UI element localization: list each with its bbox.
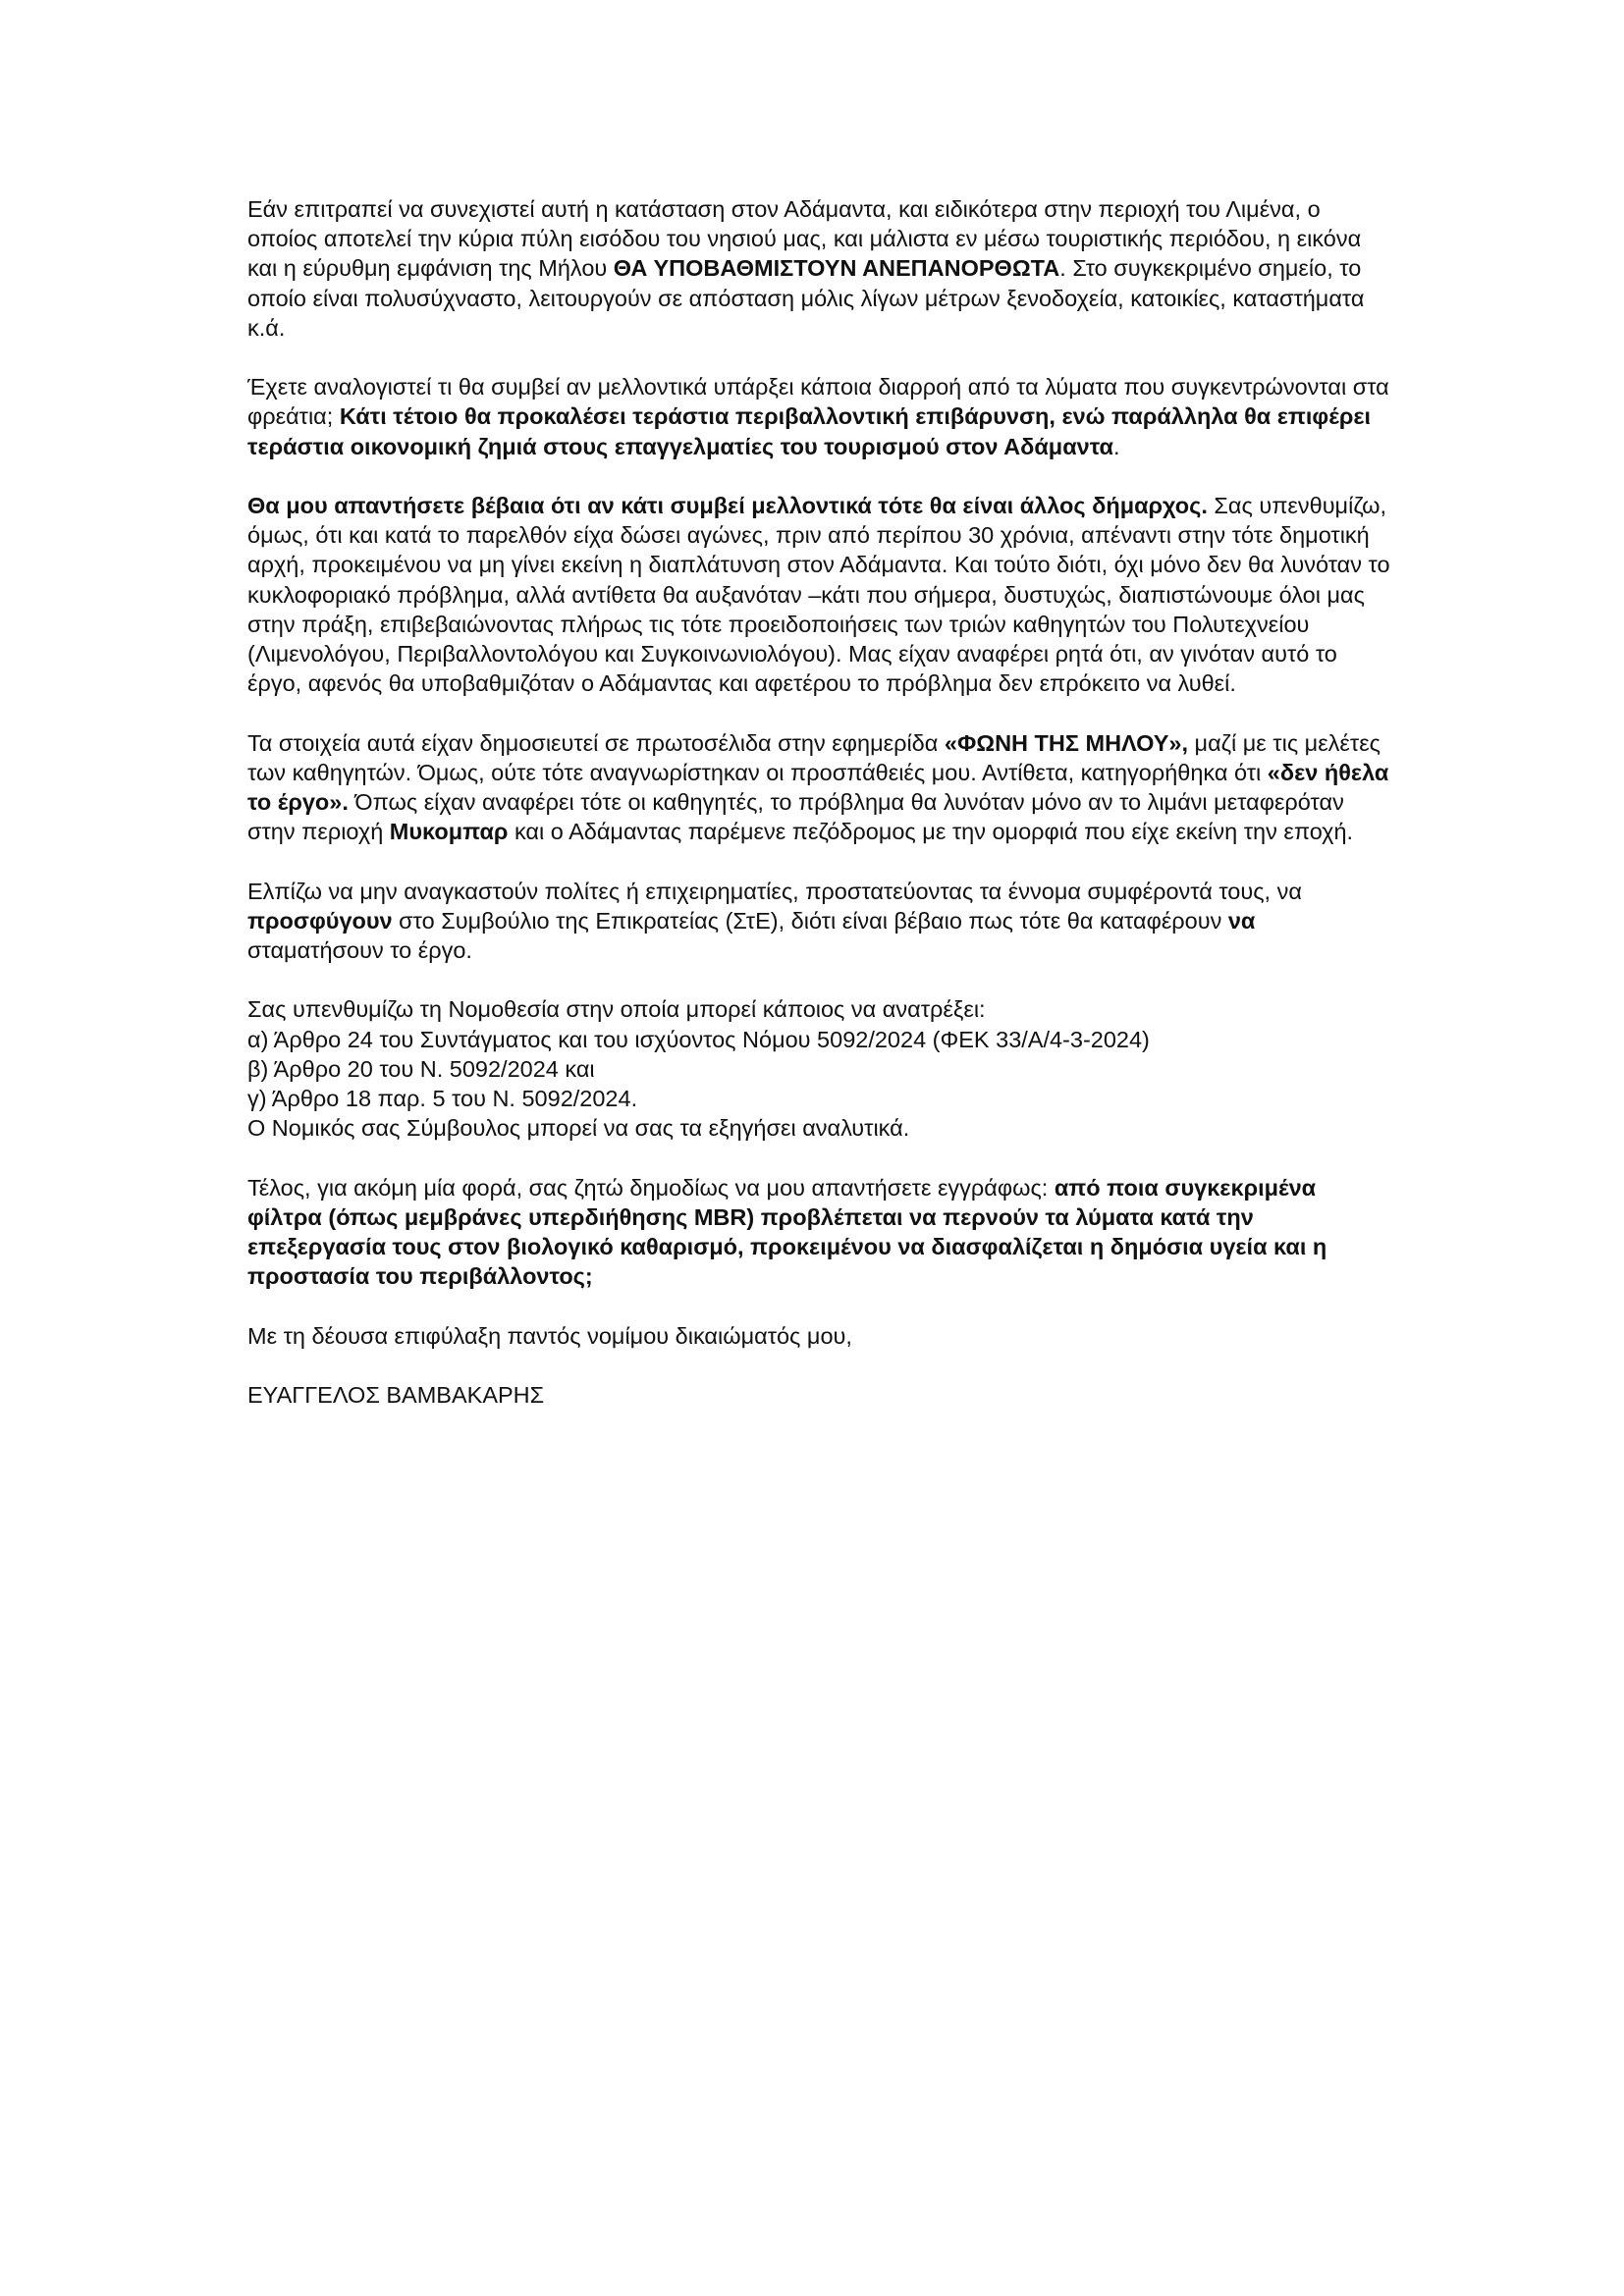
paragraph-4 [247,728,1396,847]
paragraph-5-text-a: Ελπίζω να μην αναγκαστούν πολίτες ή επιχειρηματίες, προστατεύοντας τα έννομα συμφέροντά τους, να [247,878,1302,904]
closing-line: Με τη δέουσα επιφύλαξη παντός νομίμου δικαιώματός μου, [247,1322,852,1349]
paragraph-7-text: Τέλος, για ακόμη μία φορά, σας ζητώ δημοδίως να μου απαντήσετε εγγράφως: [247,1174,1055,1201]
paragraph-7 [247,1173,1396,1292]
paragraph-3-emphasis: Θα μου απαντήσετε βέβαια ότι αν κάτι συμβεί μελλοντικά τότε θα είναι άλλος δήμαρχος. [247,493,1208,518]
paragraph-5 [247,877,1396,966]
paragraph-5-emphasis-2: να [1227,907,1256,934]
legislation-item: α) Άρθρο 24 του Συντάγματος και του ισχύοντος Νόμου 5092/2024 (ΦΕΚ 33/Α/4-3-2024) [247,1026,1150,1052]
paragraph-2-emphasis: Κάτι τέτοιο θα προκαλέσει τεράστια περιβαλλοντική επιβάρυνση, ενώ παράλληλα θα επιφέρει τεράστια οικονομική ζημιά στους επαγγελματίες του τουρισμού στον Αδάμαντα [247,403,1372,459]
legislation-outro: Ο Νομικός σας Σύμβουλος μπορεί να σας τα εξηγήσει αναλυτικά. [247,1115,910,1142]
signature-name: ΕΥΑΓΓΕΛΟΣ ΒΑΜΒΑΚΑΡΗΣ [247,1382,545,1408]
paragraph-2-text: Έχετε αναλογιστεί τι θα συμβεί αν μελλοντικά υπάρξει κάποια διαρροή από τα λύματα που συγκεντρώνονται στα φρεάτια; [247,374,1389,430]
paragraph-2 [247,372,1396,461]
legislation-item: β) Άρθρο 20 του Ν. 5092/2024 και [247,1055,595,1082]
location-name: Μυκομπαρ [389,819,509,845]
newspaper-name: «ΦΩΝΗ ΤΗΣ ΜΗΛΟΥ», [944,729,1188,756]
letter-body [247,194,1396,1439]
paragraph-1 [247,194,1396,343]
legislation-section [247,994,1396,1143]
paragraph-1-text: Εάν επιτραπεί να συνεχιστεί αυτή η κατάσταση στον Αδάμαντα, και ειδικότερα στην περιοχή του Λιμένα, ο οποίος αποτελεί την κύρια πύλη εισόδου του νησιού μας, και μάλιστα εν μέσω τουριστικής περιόδου, η εικόνα και η εύρυθμη εμφάνιση της Μήλου [247,196,1362,282]
paragraph-3-text: Σας υπενθυμίζω, όμως, ότι και κατά το παρελθόν είχα δώσει αγώνες, πριν από περίπου 30 χρόνια, απέναντι στην τότε δημοτική αρχή, προκειμένου να μη γίνει εκείνη η διαπλάτυνση στον Αδάμαντα. Και τούτο διότι, όχι μόνο δεν θα λυνόταν το κυκλοφοριακό πρόβλημα, αλλά αντίθετα θα αυξανόταν –κάτι που σήμερα, δυστυχώς, διαπιστώνουμε όλοι μας στην πράξη, επιβεβαιώνοντας πλήρως τις τότε προειδοποιήσεις των τριών καθηγητών του Πολυτεχνείου (Λιμενολόγου, Περιβαλλοντολόγου και Συγκοινωνιολόγου). Μας είχαν αναφέρει ρητά ότι, αν γινόταν αυτό το έργο, αφενός θα υποβαθμιζόταν ο Αδάμαντας και αφετέρου το πρόβλημα δεν επρόκειτο να λυθεί. [247,493,1390,697]
paragraph-5-text-e: σταματήσουν το έργο. [247,937,472,964]
legislation-intro: Σας υπενθυμίζω τη Νομοθεσία στην οποία μπορεί κάποιος να ανατρέξει: [247,996,986,1023]
accusation-quote: «δεν ήθελα το έργο». [247,759,1389,816]
paragraph-3 [247,491,1396,698]
paragraph-1-text-end: . Στο συγκεκριμένο σημείο, το οποίο είναι πολυσύχναστο, λειτουργούν σε απόσταση μόλις λίγων μέτρων ξενοδοχεία, κατοικίες, καταστήματα κ.ά. [247,255,1365,341]
legislation-item: γ) Άρθρο 18 παρ. 5 του Ν. 5092/2024. [247,1086,638,1112]
paragraph-2-text-end: . [1112,433,1120,459]
paragraph-7-question: από ποια συγκεκριμένα φίλτρα (όπως μεμβράνες υπερδιήθησης MBR) προβλέπεται να περνούν τα λύματα κατά την επεξεργασία τους στον βιολογικό καθαρισμό, προκειμένου να διασφαλίζεται η δημόσια υγεία και η προστασία του περιβάλλοντος; [247,1174,1327,1290]
paragraph-1-emphasis: ΘΑ ΥΠΟΒΑΘΜΙΣΤΟΥΝ ΑΝΕΠΑΝΟΡΘΩΤΑ [613,255,1060,282]
paragraph-4-text-g: και ο Αδάμαντας παρέμενε πεζόδρομος με την ομορφιά που είχε εκείνη την εποχή. [508,819,1354,845]
paragraph-5-emphasis-1: προσφύγουν [247,907,393,934]
paragraph-5-text-c: στο Συμβούλιο της Επικρατείας (ΣτΕ), διότι είναι βέβαιο πως τότε θα καταφέρουν [392,907,1228,934]
paragraph-4-text-c: μαζί με τις μελέτες των καθηγητών. Όμως, ούτε τότε αναγνωρίστηκαν οι προσπάθειές μου. Αντίθετα, κατηγορήθηκα ότι [247,729,1380,785]
paragraph-4-text-a: Τα στοιχεία αυτά είχαν δημοσιευτεί σε πρωτοσέλιδα στην εφημερίδα [247,729,945,756]
paragraph-4-text-e: Όπως είχαν αναφέρει τότε οι καθηγητές, το πρόβλημα θα λυνόταν μόνο αν το λιμάνι μεταφερόταν στην περιοχή [247,789,1344,845]
